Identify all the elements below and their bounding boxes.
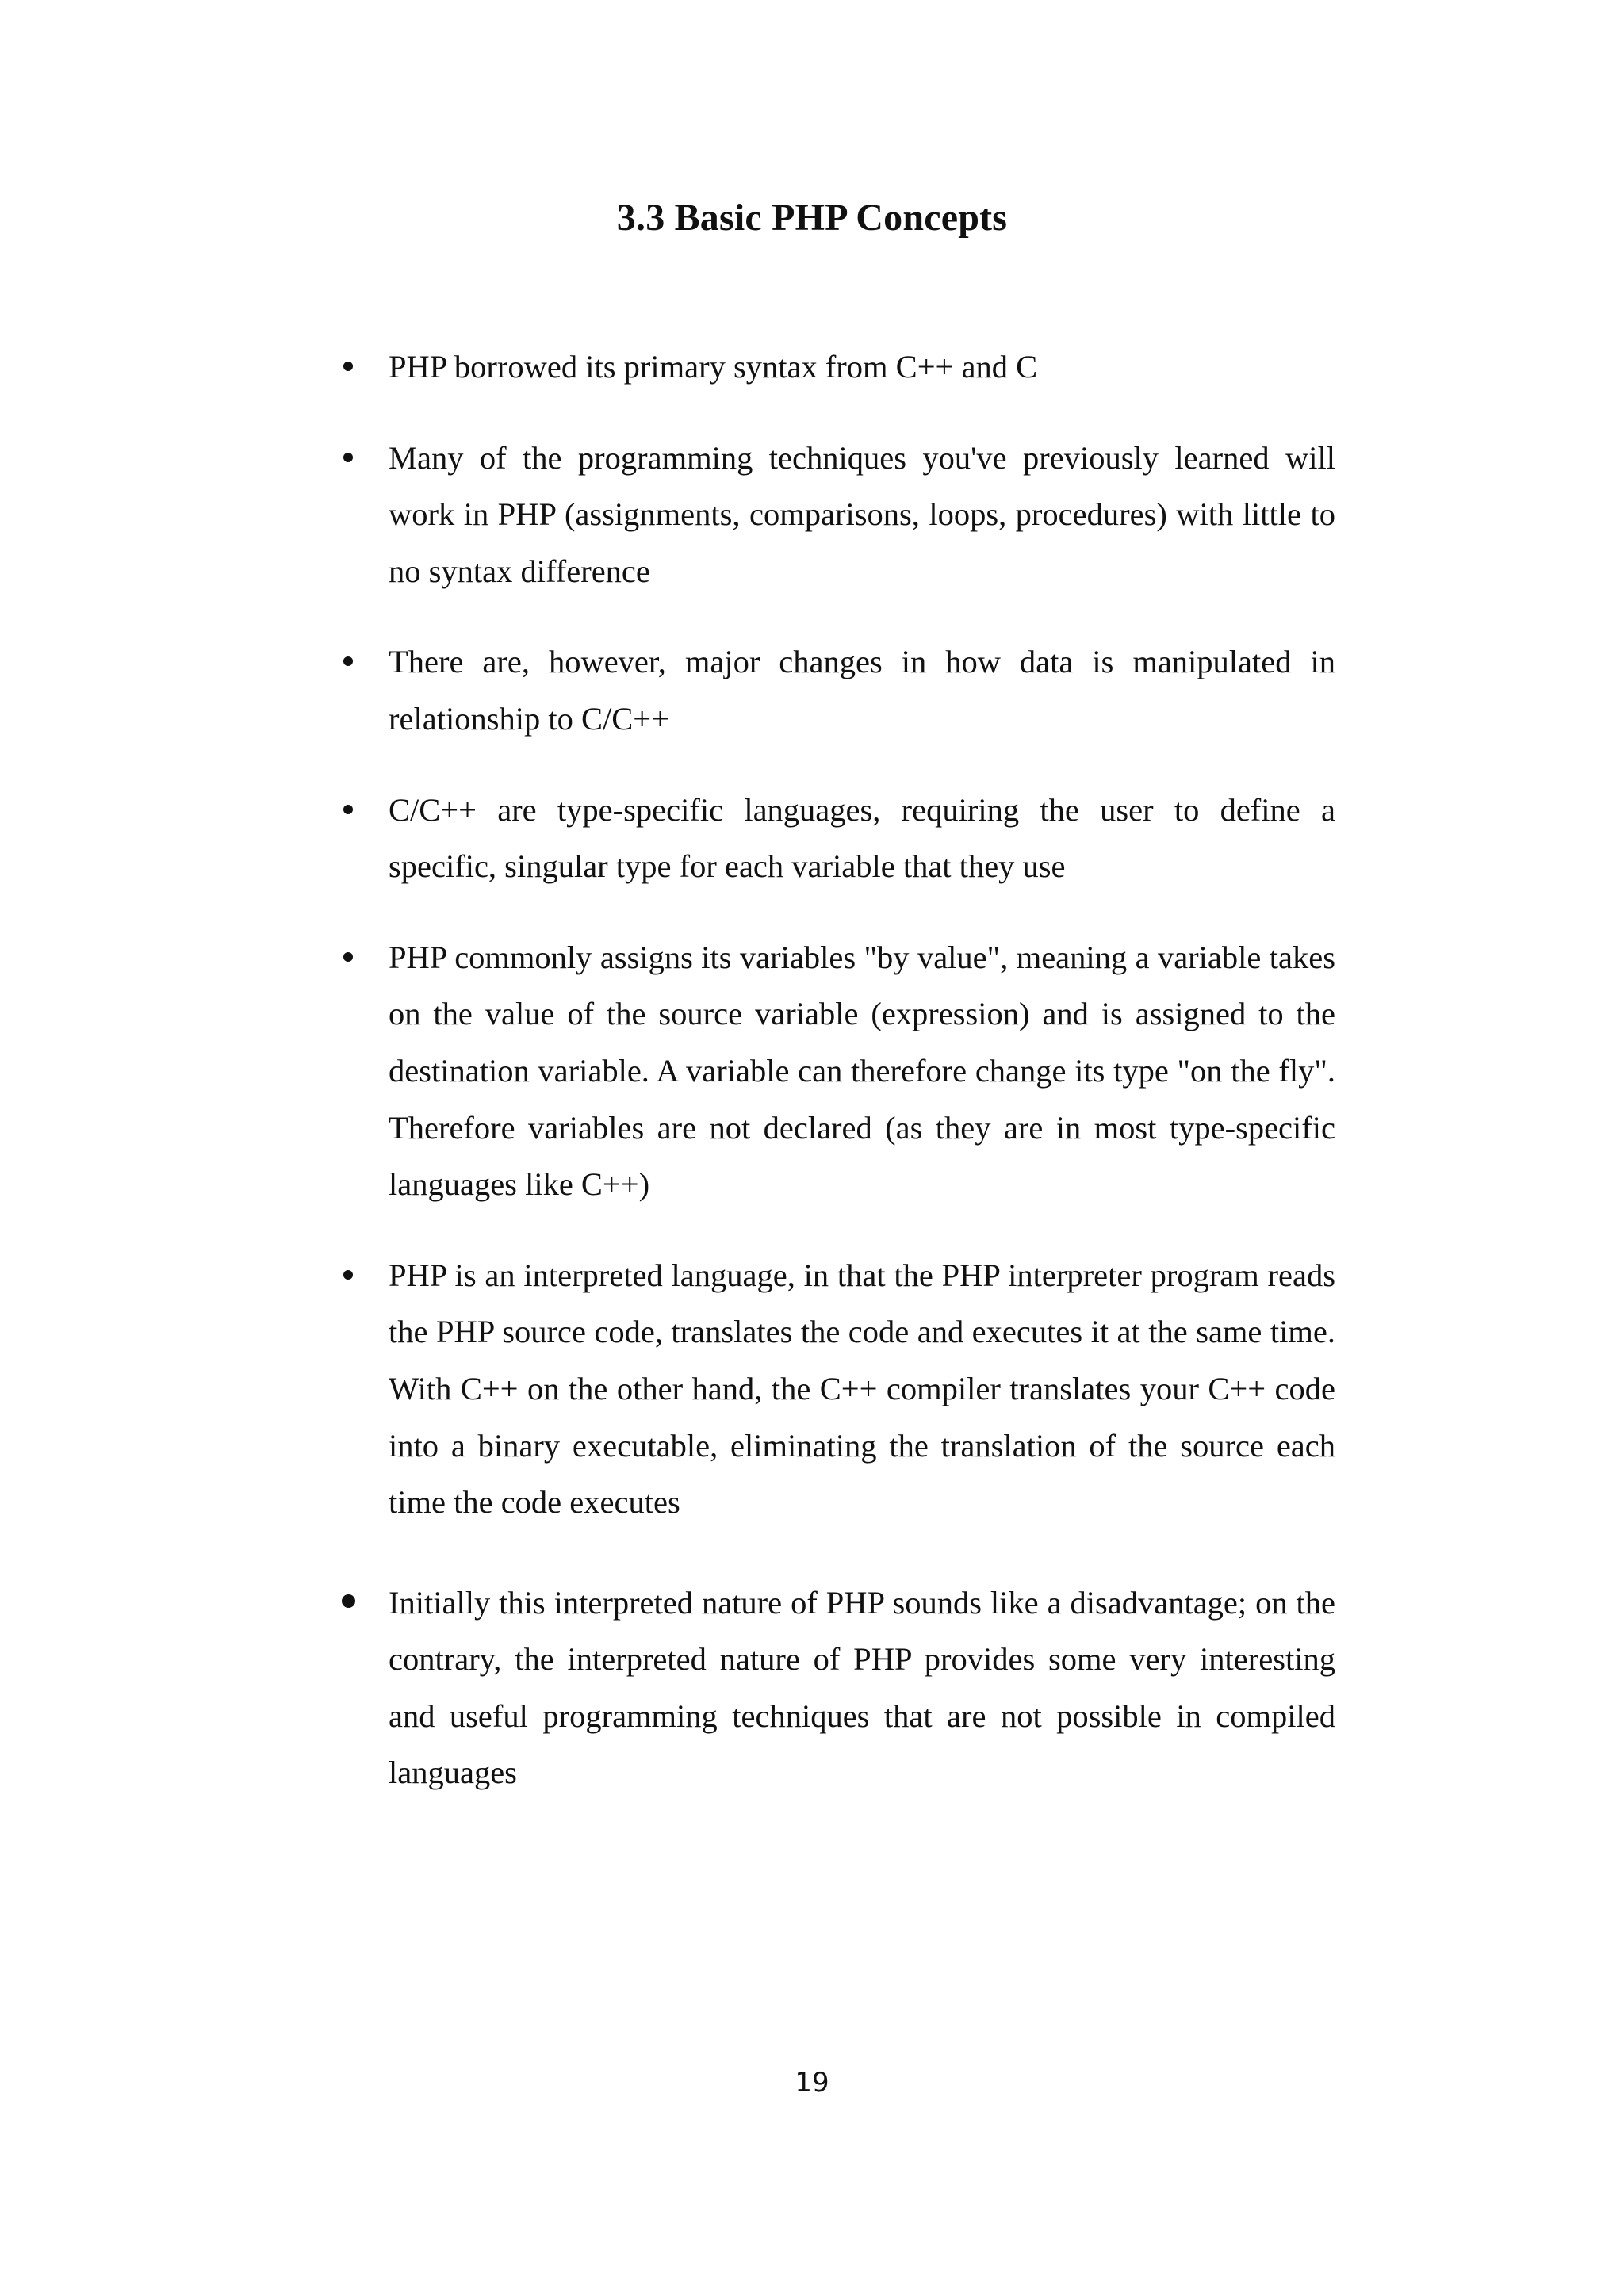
page-number: 19 [795,2067,829,2099]
bullet-dot-icon [343,952,353,962]
bullet-item [333,633,1335,747]
section-title: 3.3 Basic PHP Concepts [616,197,1008,239]
bullet-dot-icon [343,453,353,462]
bullet-dot-icon [343,362,353,371]
bullet-item [333,1575,1335,1801]
bullet-item [333,929,1335,1213]
bullet-text: PHP is an interpreted language, in that the PHP interpreter program reads the PHP source code, translates the code and executes it at the same time. With C++ on the other hand, the C++ compiler translates your C++ code into a binary executable, eliminating the translation of the source each time the code executes [389,1257,1335,1521]
bullet-text: Many of the programming techniques you've previously learned will work in PHP (assignments, comparisons, loops, procedures) with little to no syntax difference [389,439,1335,589]
bullet-text: C/C++ are type-specific languages, requiring the user to define a specific, singular type for each variable that they use [389,791,1335,885]
bullet-dot-icon [343,656,353,666]
bullet-dot-icon [343,805,353,814]
bullet-dot-icon [342,1594,355,1608]
bullet-item [333,782,1335,895]
bullet-dot-icon [343,1270,353,1280]
bullet-text: There are, however, major changes in how data is manipulated in relationship to C/C++ [389,644,1335,737]
bullet-list [333,339,1335,1801]
bullet-item [333,339,1335,396]
bullet-text: Initially this interpreted nature of PHP sounds like a disadvantage; on the contrary, the interpreted nature of PHP provides some very interesting and useful programming techniques that are not possible in compiled languages [389,1584,1335,1791]
bullet-item [333,430,1335,600]
bullet-item [333,1247,1335,1531]
bullet-text: PHP borrowed its primary syntax from C++ and C [389,349,1038,385]
bullet-text: PHP commonly assigns its variables "by value", meaning a variable takes on the value of the source variable (expression) and is assigned to the destination variable. A variable can therefore change its type "on the fly". Therefore variables are not declared (as they are in most type-specific languages like C++) [389,939,1335,1203]
